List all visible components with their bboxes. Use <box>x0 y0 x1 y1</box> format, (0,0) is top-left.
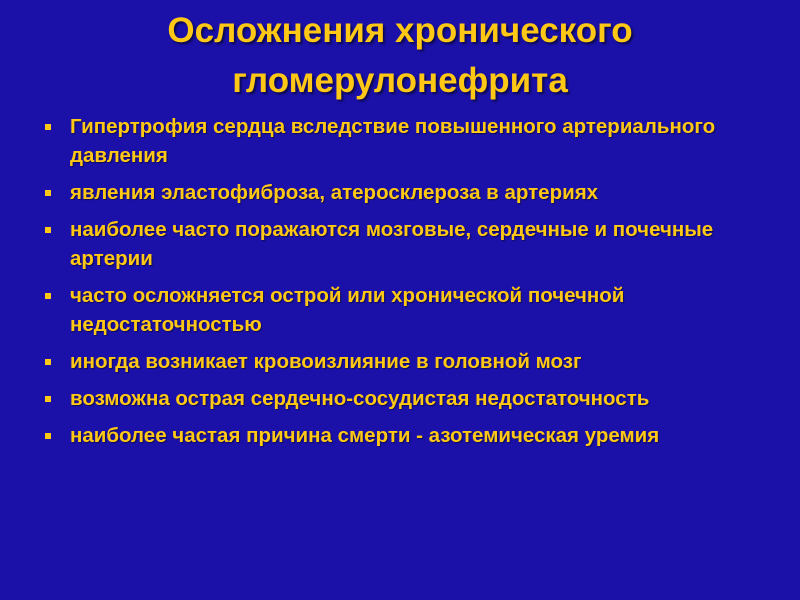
square-bullet-icon <box>45 293 51 299</box>
bullet-item <box>42 347 782 376</box>
slide-title-line-2: гломерулонефрита <box>232 61 568 100</box>
bullet-text: Гипертрофия сердца вследствие повышенного артериального давления <box>70 115 716 167</box>
square-bullet-icon <box>45 359 51 365</box>
slide-title-line-1: Осложнения хронического <box>167 11 633 50</box>
square-bullet-icon <box>45 124 51 130</box>
bullet-text: наиболее частая причина смерти - азотемическая уремия <box>70 424 660 447</box>
square-bullet-icon <box>45 396 51 402</box>
bullet-list <box>42 112 782 458</box>
bullet-text: наиболее часто поражаются мозговые, сердечные и почечные артерии <box>70 218 714 270</box>
bullet-text: явления эластофиброза, атеросклероза в артериях <box>70 181 599 204</box>
bullet-item <box>42 384 782 413</box>
square-bullet-icon <box>45 190 51 196</box>
bullet-item <box>42 112 782 170</box>
bullet-text: часто осложняется острой или хронической почечной недостаточностью <box>70 284 625 336</box>
bullet-text: возможна острая сердечно-сосудистая недостаточность <box>70 387 650 410</box>
square-bullet-icon <box>45 227 51 233</box>
bullet-text: иногда возникает кровоизлияние в головной мозг <box>70 350 582 373</box>
slide-title <box>0 6 800 106</box>
square-bullet-icon <box>45 433 51 439</box>
bullet-item <box>42 281 782 339</box>
bullet-item <box>42 215 782 273</box>
bullet-item <box>42 421 782 450</box>
bullet-item <box>42 178 782 207</box>
